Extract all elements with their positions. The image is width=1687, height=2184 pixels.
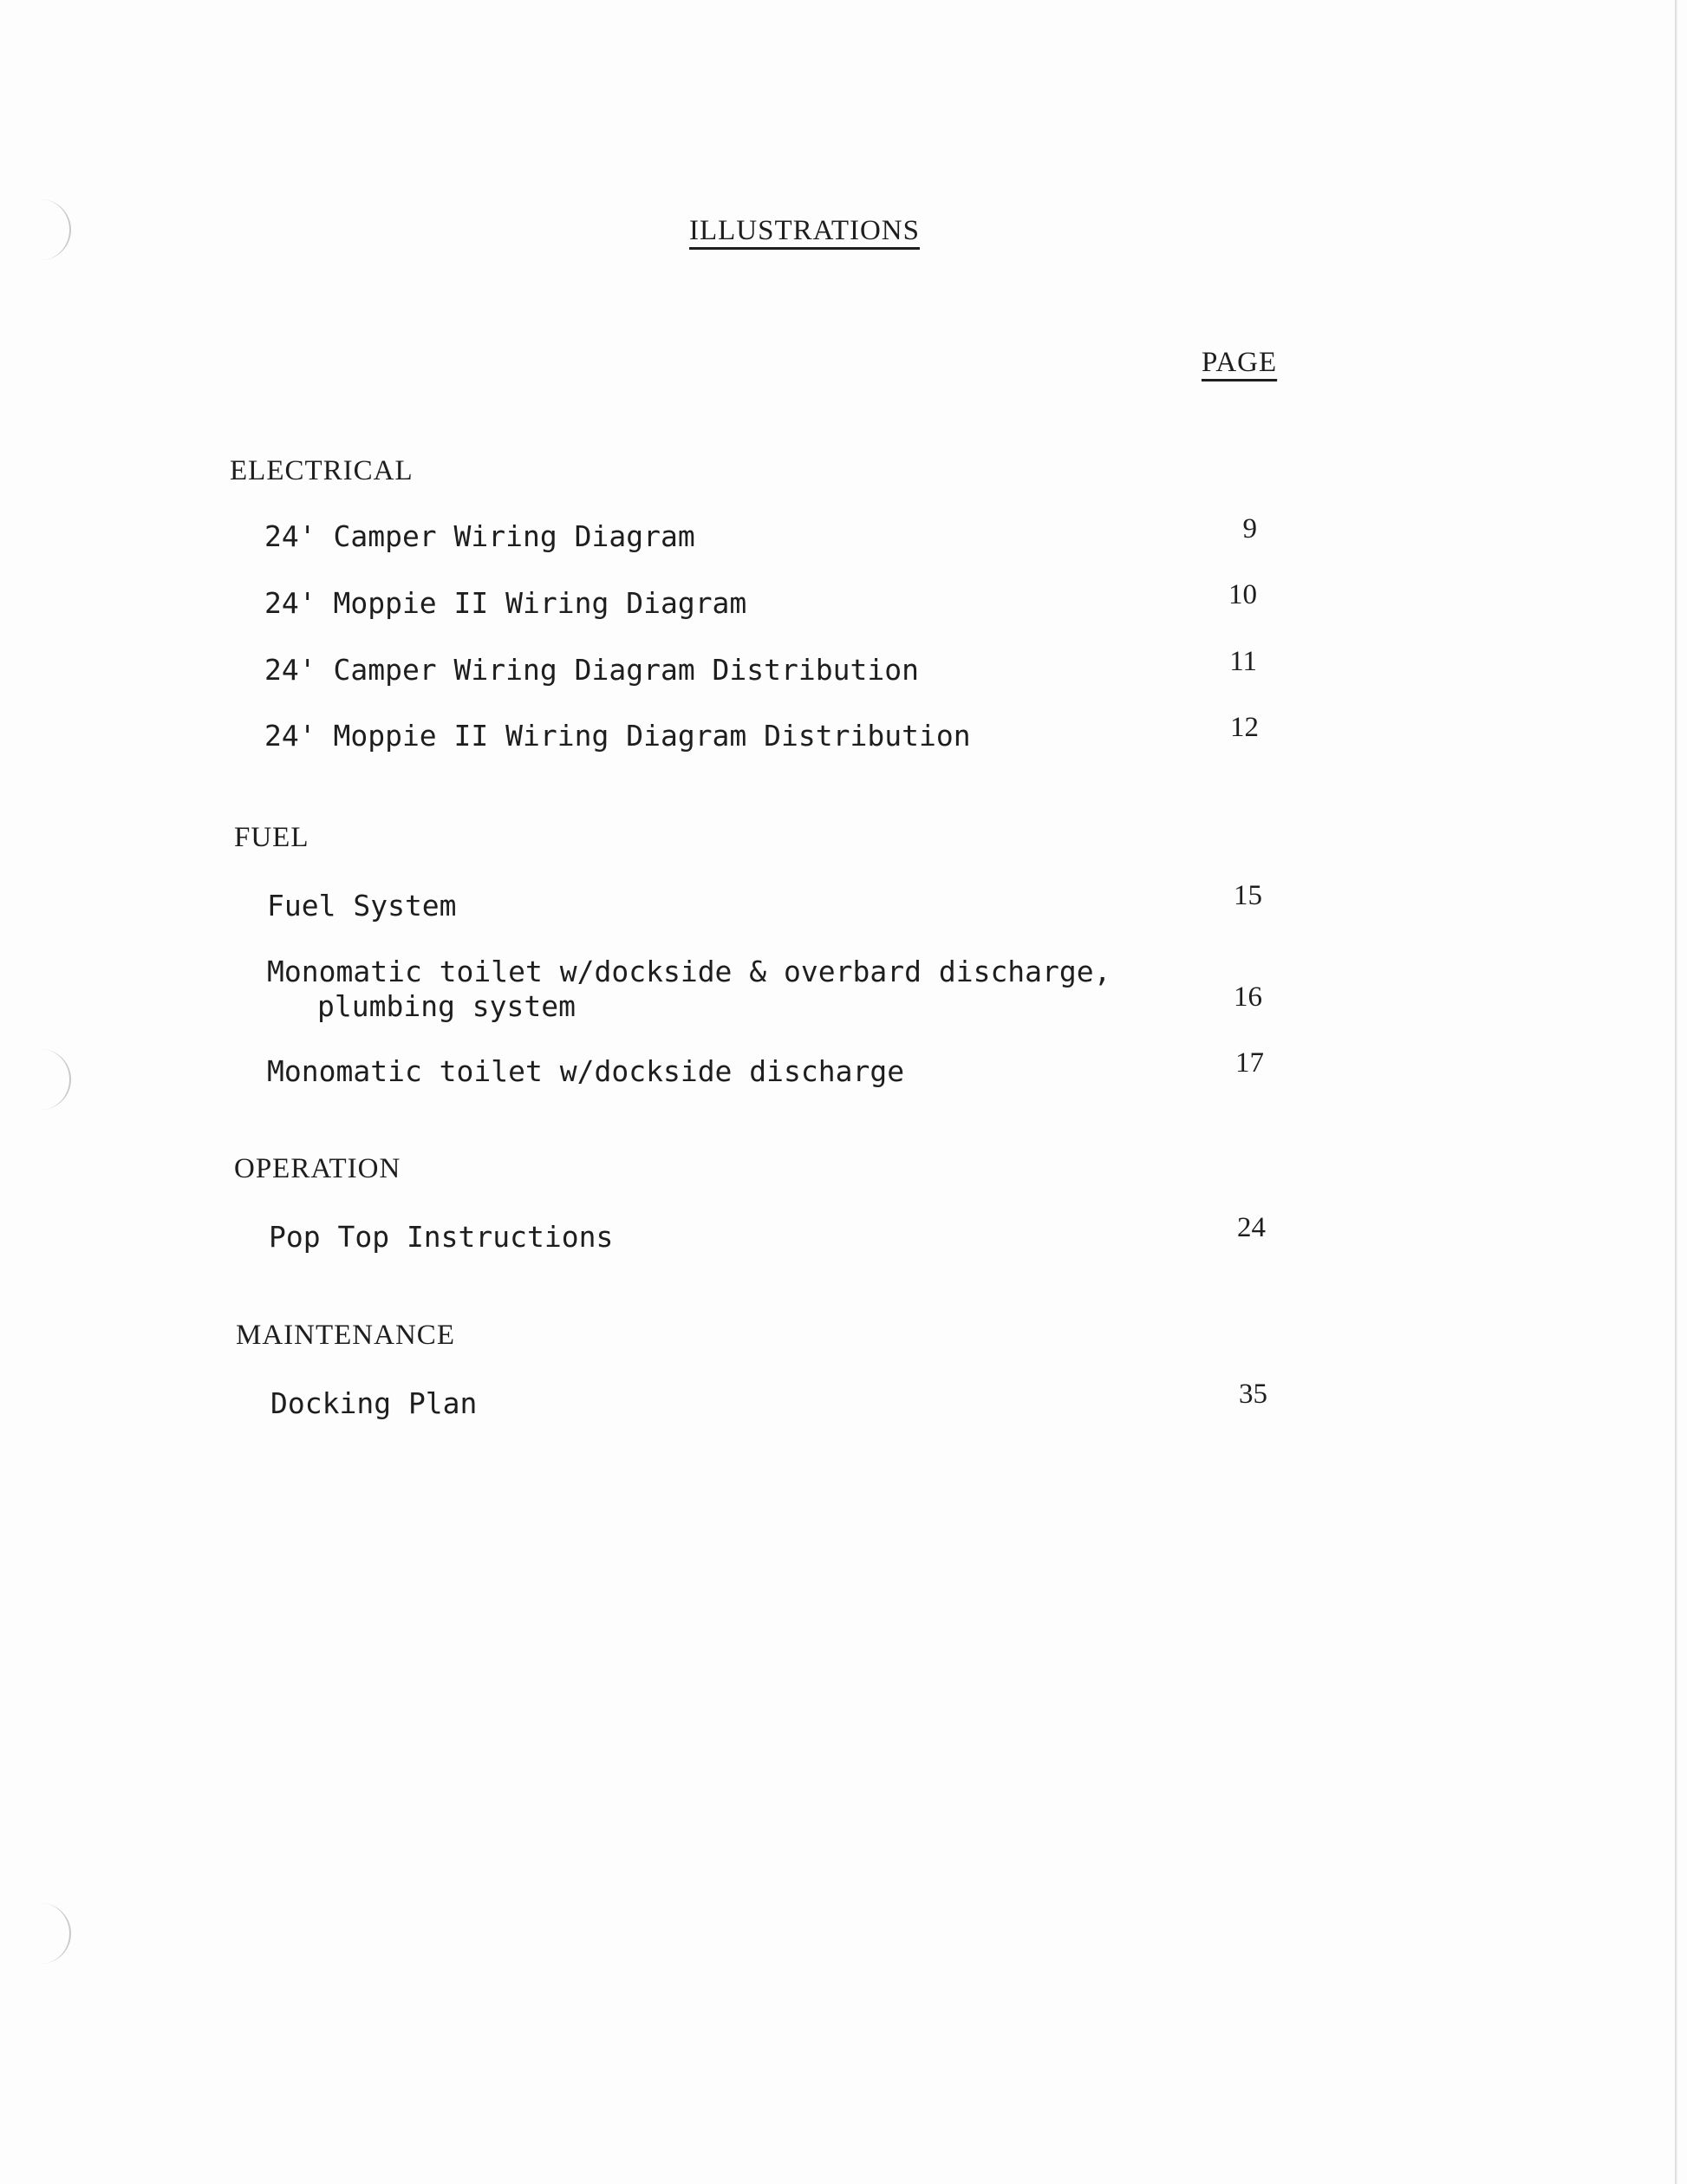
page-column-header: PAGE <box>1202 347 1278 378</box>
toc-page-number: 11 <box>1229 646 1257 677</box>
toc-page-number: 17 <box>1235 1047 1264 1079</box>
toc-entry: Fuel System <box>267 889 457 922</box>
binder-hole <box>35 1049 71 1110</box>
toc-page-number: 24 <box>1237 1212 1266 1243</box>
page-title: ILLUSTRATIONS <box>689 215 920 246</box>
toc-entry-continuation: plumbing system <box>317 989 576 1023</box>
toc-page-number: 12 <box>1230 712 1259 743</box>
binder-hole <box>35 1903 71 1964</box>
toc-entry: 24' Camper Wiring Diagram <box>264 519 695 553</box>
toc-entry: Monomatic toilet w/dockside & overbard discharge, <box>267 955 1111 988</box>
toc-entry: 24' Camper Wiring Diagram Distribution <box>264 653 919 687</box>
section-title-fuel: FUEL <box>234 822 309 853</box>
toc-entry: Pop Top Instructions <box>269 1220 614 1254</box>
section-title-electrical: ELECTRICAL <box>230 455 414 486</box>
scan-edge <box>1675 0 1677 2184</box>
toc-page-number: 10 <box>1228 579 1257 610</box>
toc-page-number: 35 <box>1239 1379 1267 1410</box>
section-title-operation: OPERATION <box>234 1153 401 1184</box>
toc-entry: 24' Moppie II Wiring Diagram <box>264 586 747 620</box>
binder-hole <box>35 199 71 260</box>
section-title-maintenance: MAINTENANCE <box>236 1320 455 1351</box>
toc-page-number: 9 <box>1242 513 1257 544</box>
toc-entry: Monomatic toilet w/dockside discharge <box>267 1054 905 1088</box>
toc-entry: 24' Moppie II Wiring Diagram Distribution <box>264 719 971 753</box>
toc-page-number: 15 <box>1234 880 1262 911</box>
toc-entry: Docking Plan <box>270 1386 478 1420</box>
toc-page-number: 16 <box>1234 981 1262 1013</box>
